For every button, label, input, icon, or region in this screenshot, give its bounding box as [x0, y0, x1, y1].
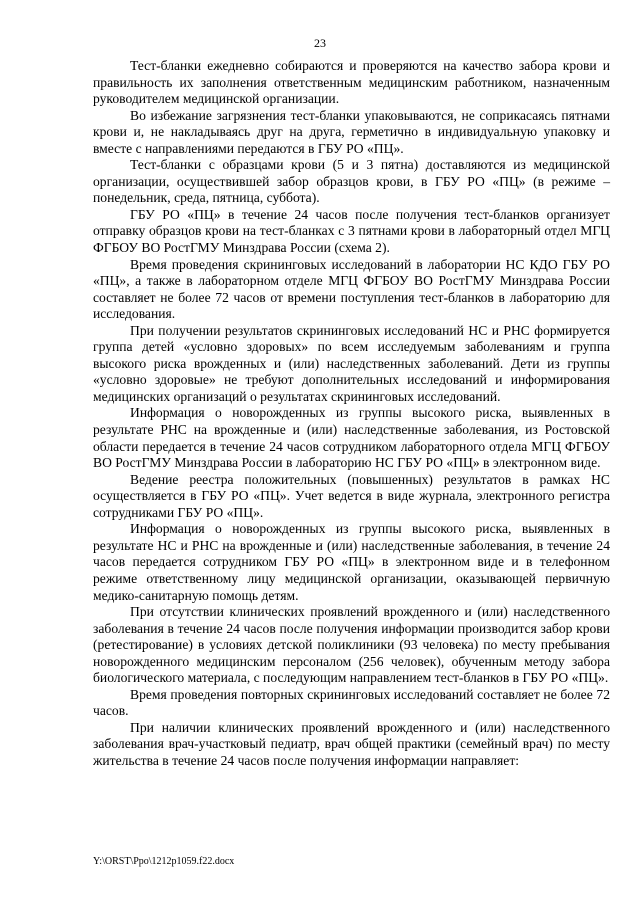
paragraph-8: Ведение реестра положительных (повышенных) результатов в рамках НС осуществляется в ГБУ РО «ПЦ». Учет ведется в виде журнала, электронного регистра сотрудниками ГБУ РО «ПЦ». — [93, 471, 610, 520]
paragraph-2: Во избежание загрязнения тест-бланки упаковываются, не соприкасаясь пятнами крови и, не накладываясь друг на друга, герметично в индивидуальную упаковку и вместе с направлениями передаются в ГБУ РО «ПЦ». — [93, 107, 610, 156]
paragraph-7: Информация о новорожденных из группы высокого риска, выявленных в результате РНС на врожденные и (или) наследственные заболевания, из Ростовской области передается в течение 24 часов сотрудником лабораторного отдела МГЦ ФГБОУ ВО РостГМУ Минздрава России в лабораторию НС ГБУ РО «ПЦ» в электронном виде. — [93, 405, 610, 471]
footer-file-path: Y:\ORST\Ppo\1212p1059.f22.docx — [93, 856, 235, 867]
paragraph-1: Тест-бланки ежедневно собираются и проверяются на качество забора крови и правильность их заполнения ответственным медицинским работником, назначенным руководителем медицинской организации. — [93, 58, 610, 107]
document-body — [93, 58, 610, 770]
paragraph-6: При получении результатов скрининговых исследований НС и РНС формируется группа детей «условно здоровых» по всем исследуемым заболеваниям и группа высокого риска врожденных и (или) наследственных заболеваний. Дети из группы «условно здоровые» не требуют дополнительных исследований и информирования медицинских организаций о результатах скрининговых исследований. — [93, 322, 610, 404]
page-number: 23 — [314, 36, 326, 50]
paragraph-3: Тест-бланки с образцами крови (5 и 3 пятна) доставляются из медицинской организации, осуществившей забор образцов крови, в ГБУ РО «ПЦ» (в режиме – понедельник, среда, пятница, суббота). — [93, 157, 610, 206]
paragraph-12: При наличии клинических проявлений врожденного и (или) наследственного заболевания врач-участковый педиатр, врач общей практики (семейный врач) по месту жительства в течение 24 часов после получения информации направляет: — [93, 719, 610, 768]
paragraph-10: При отсутствии клинических проявлений врожденного и (или) наследственного заболевания в течение 24 часов после получения информации производится забор крови (ретестирование) в условиях детской поликлиники (93 человека) по месту пребывания новорожденного медицинским персоналом (256 человек), обученным методу забора биологического материала, с последующим направлением тест-бланков в ГБУ РО «ПЦ». — [93, 604, 610, 686]
paragraph-9: Информация о новорожденных из группы высокого риска, выявленных в результате НС и РНС на врожденные и (или) наследственные заболевания, в течение 24 часов передается сотрудником ГБУ РО «ПЦ» в электронном виде и в телефонном режиме ответственному лицу медицинской организации, оказывающей первичную медико-санитарную помощь детям. — [93, 521, 610, 603]
paragraph-11: Время проведения повторных скрининговых исследований составляет не более 72 часов. — [93, 686, 610, 719]
paragraph-4: ГБУ РО «ПЦ» в течение 24 часов после получения тест-бланков организует отправку образцов крови на тест-бланках с 3 пятнами крови в лабораторный отдел МГЦ ФГБОУ ВО РостГМУ Минздрава России (схема 2). — [93, 206, 610, 256]
paragraph-5: Время проведения скрининговых исследований в лаборатории НС КДО ГБУ РО «ПЦ», а также в лабораторном отделе МГЦ ФГБОУ ВО РостГМУ Минздрава России составляет не более 72 часов от времени поступления тест-бланков в лабораторию для исследования. — [93, 256, 610, 322]
